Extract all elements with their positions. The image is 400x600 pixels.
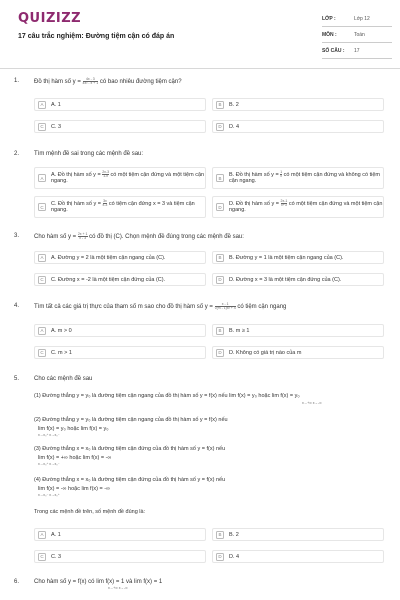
- meta-divider: [322, 58, 392, 59]
- option-letter: A: [38, 327, 46, 335]
- question-text: [34, 233, 244, 240]
- option-b[interactable]: [212, 324, 384, 337]
- fraction-numerator: x - 1: [221, 302, 229, 306]
- option-text: [229, 200, 383, 215]
- option-letter: C: [38, 349, 46, 357]
- statement-1-sub: x→+∞ x→-∞: [302, 401, 322, 405]
- quizizz-logo[interactable]: QUIZIZZ: [18, 11, 82, 26]
- option-letter: C: [38, 123, 46, 131]
- option-text: C. m > 1: [51, 349, 72, 356]
- fraction-denominator: √(m - 1)x² + 4: [214, 306, 236, 310]
- question-3: [12, 233, 388, 293]
- meta-subject: [322, 28, 392, 42]
- header-divider: [0, 68, 400, 69]
- fraction-numerator: 2x + 1: [77, 232, 88, 236]
- question-text-after: có bao nhiêu đường tiệm cận?: [99, 79, 182, 86]
- option-text-after: có một tiệm cận đứng và một tiệm cận ngang.: [229, 200, 383, 214]
- option-text: B. 2: [229, 101, 239, 108]
- option-b[interactable]: [212, 167, 384, 189]
- option-letter: D: [216, 276, 224, 284]
- document-header: [0, 0, 400, 70]
- document-title: 17 câu trắc nghiệm: Đường tiệm cận có đáp án: [18, 33, 175, 40]
- fraction-denominator: x+3: [281, 202, 287, 207]
- option-letter: B: [216, 174, 224, 182]
- meta-count-value: 17: [354, 48, 360, 54]
- statement-2: (2) Đường thẳng y = y₀ là đường tiệm cận ngang của đồ thị hàm số y = f(x) nếu: [34, 417, 228, 423]
- option-letter: A: [38, 174, 46, 182]
- option-d[interactable]: [212, 196, 384, 218]
- meta-count: [322, 44, 392, 58]
- fraction-denominator: x-3: [102, 202, 108, 207]
- option-text: C. Đường x = -2 là một tiệm cận đứng của (C).: [51, 276, 166, 283]
- option-letter: D: [216, 553, 224, 561]
- statement-4-sub: x→x₀⁻ x→x₀⁺: [38, 493, 60, 497]
- option-a[interactable]: [34, 98, 206, 111]
- meta-class-value: Lớp 12: [354, 16, 370, 22]
- option-letter: A: [38, 101, 46, 109]
- option-letter: B: [216, 327, 224, 335]
- option-b[interactable]: [212, 98, 384, 111]
- option-letter: C: [38, 276, 46, 284]
- question-number: 3.: [14, 233, 20, 239]
- meta-subject-key: MÔN :: [322, 32, 337, 38]
- fraction-denominator: 1-x: [103, 173, 109, 178]
- question-6: [12, 579, 388, 599]
- option-text-before: A. Đồ thị hàm số y =: [51, 171, 103, 178]
- option-text: A. Đường y = 2 là một tiệm cận ngang của (C).: [51, 254, 166, 261]
- fraction: [83, 78, 99, 85]
- statement-3-sub: x→x₀⁺ x→x₀⁻: [38, 462, 60, 466]
- meta-divider: [322, 42, 392, 43]
- question-text: Tìm mệnh đề sai trong các mệnh đề sau:: [34, 151, 144, 157]
- question-text-before: Tìm tất cả các giá trị thực của tham số m sao cho đồ thị hàm số y =: [34, 304, 215, 311]
- statement-4-line2: lim f(x) = -∞ hoặc lim f(x) = -∞: [38, 486, 111, 492]
- meta-class-key: LỚP :: [322, 16, 336, 22]
- option-text: A. m > 0: [51, 327, 72, 334]
- option-text: B. m ≥ 1: [229, 327, 250, 334]
- option-text-after: có một tiệm cận đứng và không có tiệm cận ngang.: [229, 171, 380, 185]
- option-text-after: có tiệm cận đứng x = 3 và tiệm cận ngang.: [51, 200, 195, 214]
- fraction: [215, 303, 236, 310]
- option-text-after: có một tiệm cận đứng và một tiệm cận ngang.: [51, 171, 205, 185]
- question-5: [12, 376, 388, 572]
- option-text: D. Đường x = 3 là một tiệm cận đứng của (C).: [229, 276, 342, 283]
- option-letter: A: [38, 531, 46, 539]
- question-text: [34, 303, 286, 310]
- question-text-sub: x→+∞ x→-∞: [108, 586, 128, 590]
- fraction-numerator: 3x: [103, 198, 107, 203]
- question-number: 1.: [14, 78, 20, 84]
- option-letter: C: [38, 203, 46, 211]
- statement-3: (3) Đường thẳng x = x₀ là đường tiệm cận đứng của đồ thị hàm số y = f(x) nếu: [34, 446, 226, 452]
- fraction-denominator: x: [280, 173, 283, 178]
- option-b[interactable]: [212, 528, 384, 541]
- option-letter: B: [216, 531, 224, 539]
- meta-divider: [322, 26, 392, 27]
- question-text: Cho các mệnh đề sau: [34, 376, 93, 382]
- question-4: [12, 303, 388, 363]
- statement-3-line2: lim f(x) = +∞ hoặc lim f(x) = -∞: [38, 455, 112, 461]
- option-c[interactable]: [34, 196, 206, 218]
- option-text: D. 4: [229, 123, 240, 130]
- option-letter: D: [216, 203, 224, 211]
- option-a[interactable]: [34, 324, 206, 337]
- meta-class: [322, 12, 392, 26]
- question-text: [34, 78, 182, 85]
- statement-2-line2: lim f(x) = y₀ hoặc lim f(x) = y₀: [38, 426, 109, 432]
- fraction: [102, 171, 109, 178]
- option-text: A. 1: [51, 531, 61, 538]
- option-text: D. 4: [229, 553, 240, 560]
- option-c[interactable]: [34, 273, 206, 286]
- statement-1: (1) Đường thẳng y = y₀ là đường tiệm cận ngang của đồ thị hàm số y = f(x) nếu lim f(x) = y₀ hoặc lim f(x) = y₀: [34, 393, 300, 399]
- option-text: [229, 171, 383, 186]
- option-d[interactable]: [212, 346, 384, 359]
- statement-4: (4) Đường thẳng x = x₀ là đường tiệm cận đứng của đồ thị hàm số y = f(x) nếu: [34, 477, 226, 483]
- question-number: 2.: [14, 151, 20, 157]
- option-text-before: C. Đồ thị hàm số y =: [51, 200, 103, 207]
- option-letter: B: [216, 101, 224, 109]
- option-a[interactable]: [34, 528, 206, 541]
- option-text: C. 3: [51, 123, 62, 130]
- option-text: B. 2: [229, 531, 239, 538]
- question-prompt: Trong các mệnh đề trên, số mệnh đề đúng là:: [34, 509, 146, 515]
- option-c[interactable]: [34, 346, 206, 359]
- question-number: 6.: [14, 579, 20, 585]
- option-text: [51, 171, 205, 186]
- option-d[interactable]: [212, 273, 384, 286]
- fraction: [78, 233, 88, 240]
- question-number: 5.: [14, 376, 20, 382]
- meta-count-key: SỐ CÂU :: [322, 48, 345, 54]
- question-1: [12, 78, 388, 138]
- question-2: [12, 151, 388, 223]
- option-letter: B: [216, 254, 224, 262]
- fraction-denominator: x - 3: [79, 236, 87, 240]
- option-c[interactable]: [34, 550, 206, 563]
- option-b[interactable]: [212, 251, 384, 264]
- question-text-after: có tiệm cận ngang: [237, 304, 287, 311]
- option-letter: D: [216, 123, 224, 131]
- fraction-numerator: 2x-1: [280, 198, 288, 203]
- option-a[interactable]: [34, 167, 206, 189]
- option-a[interactable]: [34, 251, 206, 264]
- option-text: A. 1: [51, 101, 61, 108]
- option-d[interactable]: [212, 120, 384, 133]
- fraction-numerator: 2x-3: [102, 169, 110, 174]
- option-text: [51, 200, 205, 215]
- question-text: Cho hàm số y = f(x) có lim f(x) = 1 và lim f(x) = 1: [34, 579, 163, 585]
- option-text: B. Đường y = 1 là một tiệm cận ngang của (C).: [229, 254, 344, 261]
- statement-2-sub: x→x₀⁺ x→x₀⁻: [38, 433, 60, 437]
- question-number: 4.: [14, 303, 20, 309]
- fraction-denominator: 4x² - x + 1: [82, 81, 99, 85]
- question-text-before: Cho hàm số y =: [34, 234, 78, 241]
- meta-subject-value: Toán: [354, 32, 365, 38]
- option-text-before: B. Đồ thị hàm số y =: [229, 171, 281, 178]
- option-text-before: D. Đồ thị hàm số y =: [229, 200, 281, 207]
- option-letter: A: [38, 254, 46, 262]
- fraction-numerator: 1: [280, 169, 283, 174]
- option-text: C. 3: [51, 553, 62, 560]
- option-letter: D: [216, 349, 224, 357]
- question-text-after: có đồ thị (C). Chọn mệnh đề đúng trong các mệnh đề sau:: [89, 234, 244, 241]
- option-text: D. Không có giá trị nào của m: [229, 349, 302, 356]
- question-text-before: Đồ thị hàm số y =: [34, 79, 83, 86]
- fraction-numerator: 4x - 3: [85, 77, 95, 81]
- option-c[interactable]: [34, 120, 206, 133]
- option-d[interactable]: [212, 550, 384, 563]
- option-letter: C: [38, 553, 46, 561]
